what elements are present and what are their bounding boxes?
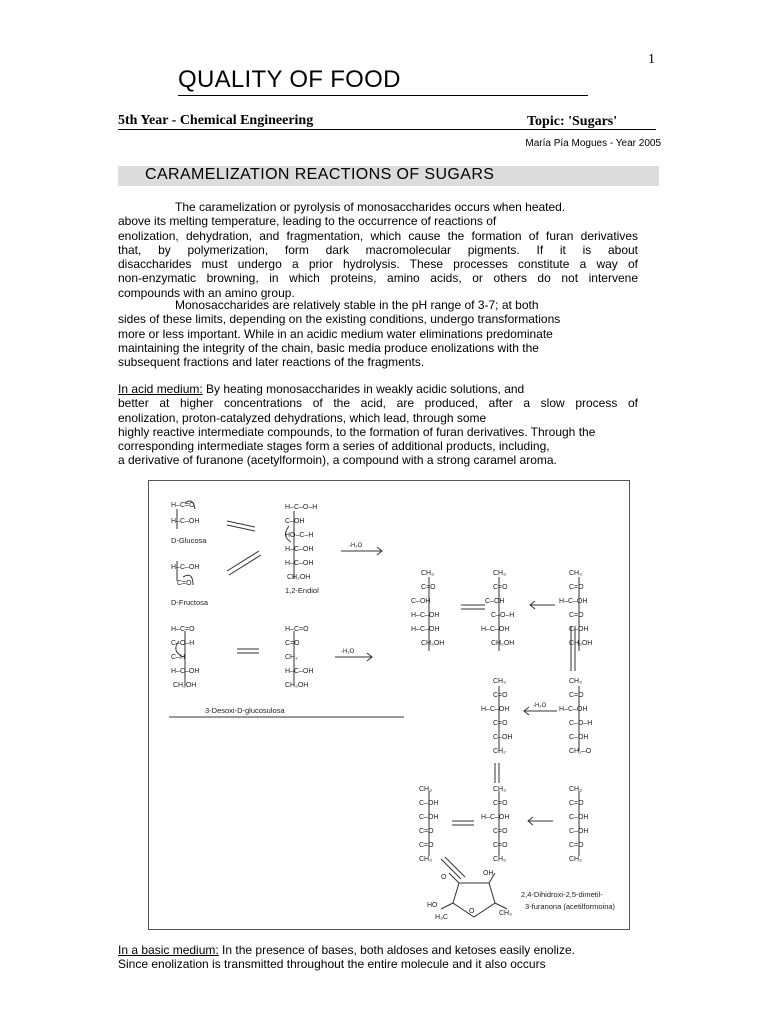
deoxy-label: 3-Desoxi-D-glucosulosa [205, 706, 285, 715]
svg-text:C=O: C=O [569, 842, 584, 849]
svg-text:C–OH: C–OH [569, 828, 589, 835]
svg-text:H–C–OH: H–C–OH [171, 518, 200, 525]
svg-text:OH: OH [483, 870, 494, 877]
svg-text:C–H: C–H [171, 654, 186, 661]
svg-text:C=O: C=O [569, 612, 584, 619]
svg-text:C=O: C=O [419, 828, 434, 835]
reaction-scheme-drawing [149, 481, 629, 929]
water-loss-label-3: -H₂O [533, 703, 547, 709]
product-label-line-2: 3-furanona (acetilformoina) [525, 902, 616, 911]
svg-text:CH₃: CH₃ [419, 856, 432, 863]
text-line: that, by polymerization, form dark macromolecular pigments. If it is about [118, 242, 638, 257]
text-line: highly reactive intermediate compounds, to the formation of furan derivatives. Through the [118, 424, 596, 439]
svg-text:H–C=O: H–C=O [285, 626, 309, 633]
svg-text:C–OH: C–OH [419, 800, 439, 807]
document-title: QUALITY OF FOOD [178, 66, 401, 93]
svg-text:C–OH: C–OH [285, 518, 305, 525]
author-line: María Pía Mogues - Year 2005 [525, 138, 661, 149]
acid-paragraph [118, 382, 638, 468]
enediol-label: 1,2-Endiol [285, 586, 319, 595]
svg-text:O: O [469, 908, 475, 915]
svg-text:C=O: C=O [285, 640, 300, 647]
svg-text:CH₃: CH₃ [493, 678, 506, 685]
text-line: above its melting temperature, leading to the occurrence of reactions of [118, 214, 497, 229]
text-line: more or less important. While in an acidic medium water eliminations predominate [118, 326, 553, 341]
fructose-label: D-Fructosa [171, 598, 209, 607]
acid-heading: In acid medium: [118, 382, 203, 396]
basic-heading: In a basic medium: [118, 943, 219, 957]
svg-text:CH₃: CH₃ [493, 570, 506, 577]
svg-text:O: O [441, 874, 447, 881]
text-line: maintaining the integrity of the chain, basic media produce enolizations with the [118, 340, 539, 355]
svg-text:C=O: C=O [493, 800, 508, 807]
stability-paragraph [118, 298, 638, 369]
section-title: CARAMELIZATION REACTIONS OF SUGARS [145, 166, 495, 183]
text-line: enolization, proton-catalyzed dehydrations, which lead, through some [118, 410, 487, 425]
text-line: better at higher concentrations of the acid, are produced, after a slow process of [118, 396, 638, 411]
svg-text:H–C–OH: H–C–OH [285, 560, 314, 567]
svg-text:C=O: C=O [177, 580, 192, 587]
svg-text:CH₂OH: CH₂OH [421, 640, 445, 647]
svg-text:H–C–OH: H–C–OH [559, 598, 588, 605]
svg-text:H–C=O: H–C=O [171, 626, 195, 633]
svg-text:CH₂OH: CH₂OH [569, 640, 593, 647]
section-heading [118, 166, 659, 186]
svg-text:CH₃: CH₃ [421, 570, 434, 577]
svg-text:C–OH: C–OH [569, 734, 589, 741]
svg-text:CH₂: CH₂ [493, 748, 506, 755]
svg-text:CH₃: CH₃ [493, 786, 506, 793]
page-number: 1 [648, 52, 655, 67]
svg-text:C=O: C=O [493, 842, 508, 849]
svg-text:HO: HO [427, 902, 438, 909]
svg-text:C–OH: C–OH [569, 814, 589, 821]
text-line: subsequent fractions and later reactions of the fragments. [118, 355, 425, 370]
svg-text:C=O: C=O [421, 584, 436, 591]
svg-text:H–C–OH: H–C–OH [481, 626, 510, 633]
svg-text:C=O: C=O [493, 584, 508, 591]
svg-text:H–C–OH: H–C–OH [171, 668, 200, 675]
basic-paragraph [118, 943, 638, 972]
water-loss-label-1: -H₂O [349, 543, 363, 549]
svg-text:H–C–OH: H–C–OH [559, 706, 588, 713]
svg-text:CH₂: CH₂ [285, 654, 298, 661]
svg-text:CH₂OH: CH₂OH [491, 640, 515, 647]
svg-text:C=O: C=O [569, 800, 584, 807]
glucose-label: D-Glucosa [171, 536, 207, 545]
svg-text:CH₃: CH₃ [569, 570, 582, 577]
svg-text:H–C–OH: H–C–OH [411, 626, 440, 633]
svg-text:C–OH: C–OH [485, 598, 505, 605]
svg-text:CH₃: CH₃ [499, 910, 512, 917]
svg-text:C–O–H: C–O–H [569, 720, 593, 727]
svg-text:C=O: C=O [569, 584, 584, 591]
product-label-line-1: 2,4-Dihidroxi-2,5-dimetil- [521, 890, 603, 899]
intro-paragraph [118, 200, 638, 300]
svg-text:CH₂–O: CH₂–O [569, 748, 592, 755]
title-underline [178, 95, 588, 96]
course-label: 5th Year - Chemical Engineering [118, 113, 314, 128]
svg-text:C–OH: C–OH [419, 814, 439, 821]
svg-text:C–O–H: C–O–H [491, 612, 515, 619]
svg-text:H₃C: H₃C [435, 914, 448, 921]
svg-text:CH₃: CH₃ [569, 856, 582, 863]
svg-text:CH₂OH: CH₂OH [287, 574, 311, 581]
text-line: disaccharides must undergo a prior hydrolysis. These processes constitute a way of [118, 257, 638, 272]
text-line: Since enolization is transmitted throughout the entire molecule and it also occurs [118, 957, 546, 972]
text-line: The caramelization or pyrolysis of monosaccharides occurs when heated. [175, 200, 566, 214]
water-loss-label-2: -H₂O [341, 649, 355, 655]
svg-text:C–O–H: C–O–H [171, 640, 195, 647]
svg-text:H–C–OH: H–C–OH [481, 706, 510, 713]
text-line: enolization, dehydration, and fragmentation, which cause the formation of furan derivatives [118, 228, 638, 243]
svg-text:H–C–OH: H–C–OH [171, 564, 200, 571]
svg-text:C=O: C=O [493, 720, 508, 727]
svg-text:CH₂OH: CH₂OH [173, 682, 197, 689]
text-line: a derivative of furanone (acetylformoin), a compound with a strong caramel aroma. [118, 453, 557, 468]
svg-text:CH₂OH: CH₂OH [285, 682, 309, 689]
svg-text:H–C–OH: H–C–OH [285, 546, 314, 553]
text-line: In a basic medium: In the presence of bases, both aldoses and ketoses easily enolize. [118, 943, 575, 957]
svg-text:H–C–OH: H–C–OH [481, 814, 510, 821]
svg-text:C=O: C=O [419, 842, 434, 849]
svg-text:C–OH: C–OH [569, 626, 589, 633]
reaction-scheme-figure [148, 480, 630, 930]
svg-text:H–C–OH: H–C–OH [411, 612, 440, 619]
svg-text:HO–C–H: HO–C–H [285, 532, 314, 539]
svg-text:C–OH: C–OH [411, 598, 431, 605]
text-line: corresponding intermediate stages form a series of additional products, including, [118, 439, 550, 454]
text-line: non-enzymatic browning, in which proteins, amino acids, or others do not intervene [118, 271, 638, 286]
svg-text:CH₃: CH₃ [419, 786, 432, 793]
svg-text:C=O: C=O [569, 692, 584, 699]
subtitle-underline [118, 129, 656, 130]
svg-text:H–C=O: H–C=O [171, 502, 195, 509]
text-line: compounds with an amino group. [118, 285, 295, 300]
svg-text:H–C–O–H: H–C–O–H [285, 504, 318, 511]
svg-text:CH₃: CH₃ [493, 856, 506, 863]
svg-text:CH₃: CH₃ [569, 786, 582, 793]
topic-label: Topic: 'Sugars' [527, 114, 618, 129]
svg-text:H–C–OH: H–C–OH [285, 668, 314, 675]
text-line: sides of these limits, depending on the existing conditions, undergo transformations [118, 312, 561, 327]
svg-text:C–OH: C–OH [493, 734, 513, 741]
text-line: Monosaccharides are relatively stable in the pH range of 3-7; at both [175, 298, 539, 312]
text-line: In acid medium: By heating monosaccharides in weakly acidic solutions, and [118, 382, 525, 396]
svg-text:CH₃: CH₃ [569, 678, 582, 685]
svg-text:C=O: C=O [493, 692, 508, 699]
svg-text:C=O: C=O [493, 828, 508, 835]
